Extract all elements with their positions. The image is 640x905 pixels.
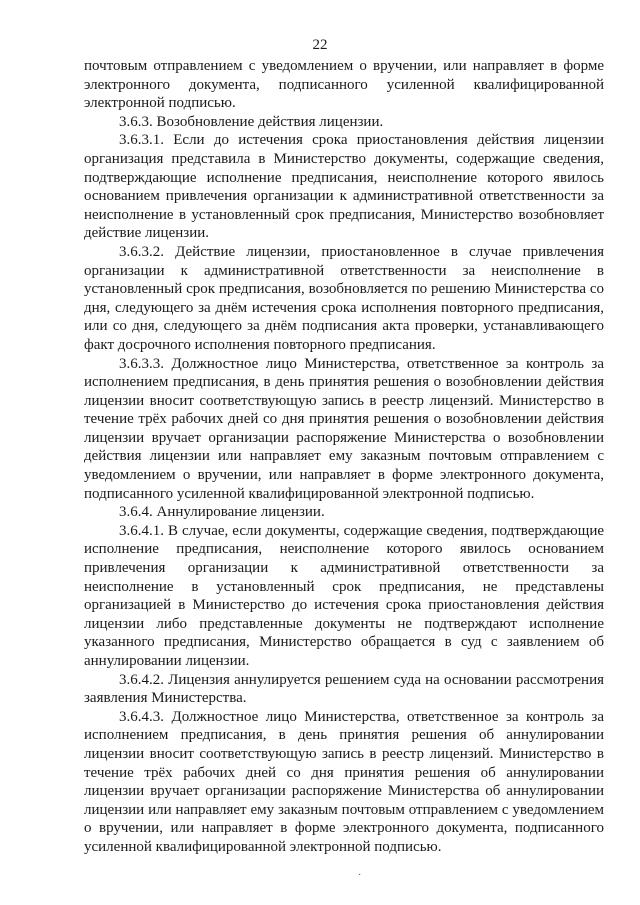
paragraph-3-6-3-1: 3.6.3.1. Если до истечения срока приостановления действия лицензии организация представила в Министерство документы, содержащие сведения, подтверждающие исполнение предписания, неисполнение которого явилось основанием привлечения организации к административной ответственности за неисполнение в установленный срок предписания, Министерство возобновляет действие лицензии. <box>84 132 604 242</box>
paragraph-3-6-3-3: 3.6.3.3. Должностное лицо Министерства, ответственное за контроль за исполнением предписания, в день принятия решения о возобновлении действия лицензии вносит соответствующую запись в реестр лицензий. Министерство в течение трёх рабочих дней со дня принятия решения о возобновлении действия лицензии вручает организации распоряжение Министерства о возобновлении действия лицензии или направляет ему заказным почтовым отправлением с уведомлением о вручении, или направляет в форме электронного документа, подписанного усиленной квалифицированной электронной подписью. <box>84 355 604 502</box>
page-number: 22 <box>312 37 328 53</box>
paragraph-continuation: почтовым отправлением с уведомлением о вручении, или направляет в форме электронного документа, подписанного усиленной квалифицированной электронной подписью. <box>84 58 604 112</box>
paragraph-3-6-4-3: 3.6.4.3. Должностное лицо Министерства, ответственное за контроль за исполнением предписания, в день принятия решения об аннулировании лицензии вносит соответствующую запись в реестр лицензий. Министерство в течение трёх рабочих дней со дня принятия решения об аннулировании лицензии вручает организации распоряжение Министерства об аннулировании лицензии или направляет ему заказным почтовым отправлением с уведомлением о вручении, или направляет в форме электронного документа, подписанного усиленной квалифицированной электронной подписью. <box>84 708 604 855</box>
paragraph-3-6-4-2: 3.6.4.2. Лицензия аннулируется решением суда на основании рассмотрения заявления Министерства. <box>84 671 604 707</box>
scan-artifact-mark: · <box>358 870 362 881</box>
section-heading-3-6-4: 3.6.4. Аннулирование лицензии. <box>119 504 325 521</box>
paragraph-3-6-4-1: 3.6.4.1. В случае, если документы, содержащие сведения, подтверждающие исполнение предписания, неисполнение которого явилось основанием привлечения организации к административной ответственности за неисполнение в установленный срок предписания, не представлены организацией в Министерство до истечения срока приостановления действия лицензии либо представленные документы не подтверждают исполнение указанного предписания, Министерство обращается в суд с заявлением об аннулировании лицензии. <box>84 522 604 669</box>
document-body <box>84 57 604 857</box>
paragraph-3-6-3-2: 3.6.3.2. Действие лицензии, приостановленное в случае привлечения организации к административной ответственности за неисполнение в установленный срок предписания, возобновляется по решению Министерства со дня, следующего за днём истечения срока исполнения повторного предписания, или со дня, следующего за днём подписания акта проверки, устанавливающего факт досрочного исполнения повторного предписания. <box>84 243 604 353</box>
section-heading-3-6-3: 3.6.3. Возобновление действия лицензии. <box>119 113 384 130</box>
